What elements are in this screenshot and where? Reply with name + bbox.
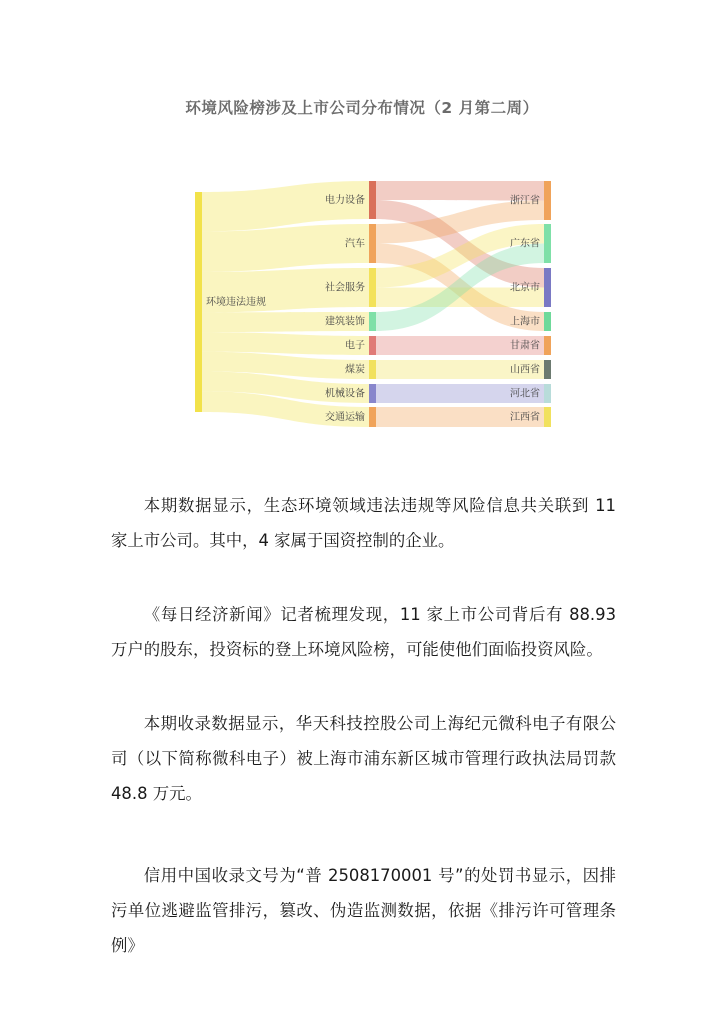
chart-title: 环境风险榜涉及上市公司分布情况（2 月第二周） [185, 99, 539, 117]
sankey-node-source [195, 192, 202, 412]
sankey-link-source-1 [202, 224, 369, 272]
sankey-node-industry-2 [369, 268, 376, 307]
sankey-label-source: 环境违法违规 [206, 297, 266, 308]
sankey-link-source-4 [202, 332, 369, 355]
sankey-label-province-2: 北京市 [510, 282, 540, 294]
sankey-node-industry-6 [369, 384, 376, 403]
sankey-label-industry-1: 汽车 [345, 238, 365, 250]
sankey-node-industry-1 [369, 224, 376, 263]
sankey-node-province-3 [544, 312, 551, 331]
paragraph-1: 本期数据显示，生态环境领域违法违规等风险信息共关联到 11 家上市公司。其中，4 家属于国资控制的企业。 [111, 496, 616, 550]
sankey-label-province-7: 江西省 [510, 412, 540, 423]
sankey-label-province-5: 山西省 [510, 364, 540, 376]
sankey-diagram [180, 175, 560, 430]
paragraph-3: 本期收录数据显示，华天科技控股公司上海纪元微科电子有限公司（以下简称微科电子）被上海市浦东新区城市管理行政执法局罚款 48.8 万元。 [111, 714, 616, 803]
sankey-node-province-5 [544, 360, 551, 379]
sankey-node-province-4 [544, 336, 551, 355]
sankey-node-industry-0 [369, 181, 376, 219]
sankey-label-province-3: 上海市 [510, 316, 540, 328]
sankey-label-province-1: 广东省 [510, 238, 540, 250]
sankey-label-industry-0: 电力设备 [325, 195, 365, 206]
sankey-label-industry-6: 机械设备 [325, 388, 365, 400]
paragraph-2: 《每日经济新闻》记者梳理发现，11 家上市公司背后有 88.93 万户的股东，投资标的登上环境风险榜，可能使他们面临投资风险。 [111, 605, 616, 659]
sankey-node-industry-5 [369, 360, 376, 379]
sankey-label-industry-7: 交通运输 [325, 412, 365, 423]
sankey-link-source-0 [202, 181, 369, 231]
sankey-node-province-1 [544, 224, 551, 263]
sankey-label-industry-5: 煤炭 [345, 364, 365, 376]
sankey-label-province-6: 河北省 [510, 388, 540, 400]
sankey-label-industry-4: 电子 [345, 340, 365, 352]
sankey-node-industry-3 [369, 312, 376, 331]
sankey-label-industry-3: 建筑装饰 [325, 316, 365, 328]
sankey-svg [180, 175, 560, 430]
sankey-label-industry-2: 社会服务 [325, 282, 365, 294]
paragraph-4: 信用中国收录文号为“普 2508170001 号”的处罚书显示，因排污单位逃避监管排污，篡改、伪造监测数据，依据《排污许可管理条例》 [111, 866, 616, 955]
sankey-node-industry-7 [369, 407, 376, 427]
sankey-node-province-0 [544, 181, 551, 220]
sankey-node-province-6 [544, 384, 551, 403]
sankey-node-industry-4 [369, 336, 376, 355]
sankey-label-province-0: 浙江省 [510, 195, 540, 207]
sankey-label-province-4: 甘肃省 [510, 340, 540, 352]
sankey-node-province-2 [544, 268, 551, 307]
sankey-node-province-7 [544, 407, 551, 427]
